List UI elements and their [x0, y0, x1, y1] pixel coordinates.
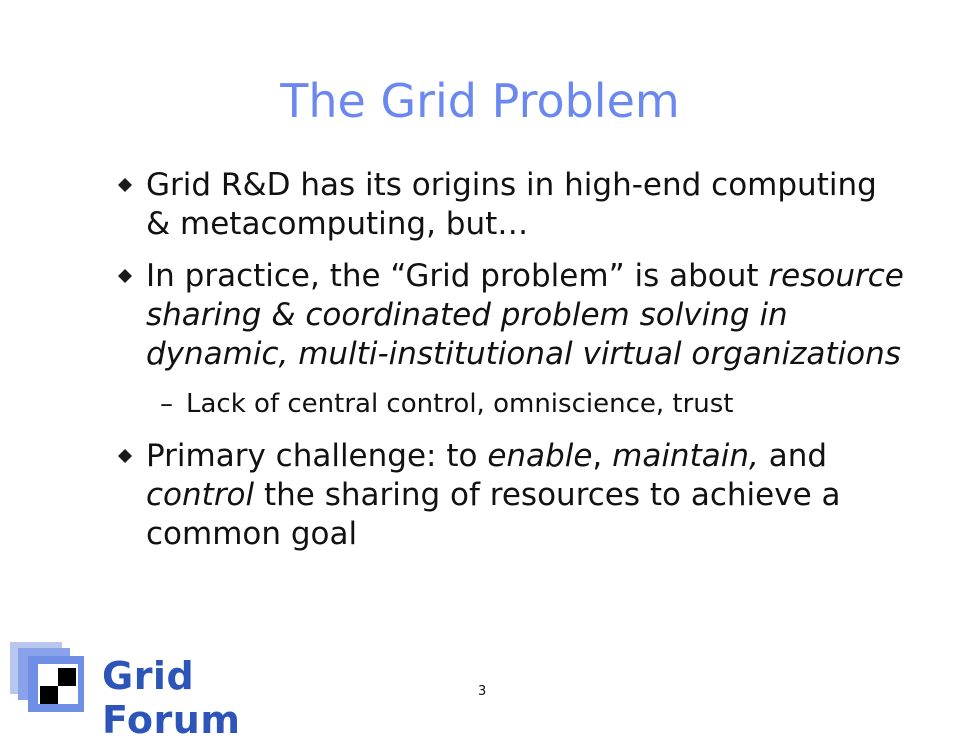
slide-title: The Grid Problem [280, 74, 680, 128]
sub-bullet-item [118, 387, 908, 421]
slide-content [118, 166, 908, 567]
diamond-bullet-icon [118, 449, 132, 463]
diamond-bullet-icon [118, 269, 132, 283]
bullet-emphasis: maintain, [612, 438, 759, 474]
bullet-item [118, 257, 908, 374]
bullet-text: , [592, 438, 613, 474]
bullet-text: the sharing of resources to achieve a common goal [146, 477, 841, 552]
grid-forum-logo-icon [10, 638, 90, 714]
grid-forum-logo [10, 638, 310, 742]
dash-marker: – [160, 389, 173, 419]
bullet-emphasis: resource sharing & coordinated problem solving in dynamic, multi-institutional virtual organizations [146, 258, 904, 372]
bullet-text: and [758, 438, 828, 474]
bullet-text: In practice, the “Grid problem” is about [146, 258, 769, 294]
sub-bullet-text: Lack of central control, omniscience, trust [186, 389, 734, 419]
bullet-item [118, 437, 908, 554]
bullet-text: Grid R&D has its origins in high-end computing & metacomputing, but… [146, 167, 877, 242]
diamond-bullet-icon [118, 178, 132, 192]
logo-text: Grid Forum [102, 654, 241, 742]
bullet-text: Primary challenge: to [146, 438, 488, 474]
bullet-emphasis: control [146, 477, 255, 513]
bullet-emphasis: enable [487, 438, 593, 474]
bullet-item [118, 166, 908, 244]
page-number: 3 [478, 684, 487, 699]
